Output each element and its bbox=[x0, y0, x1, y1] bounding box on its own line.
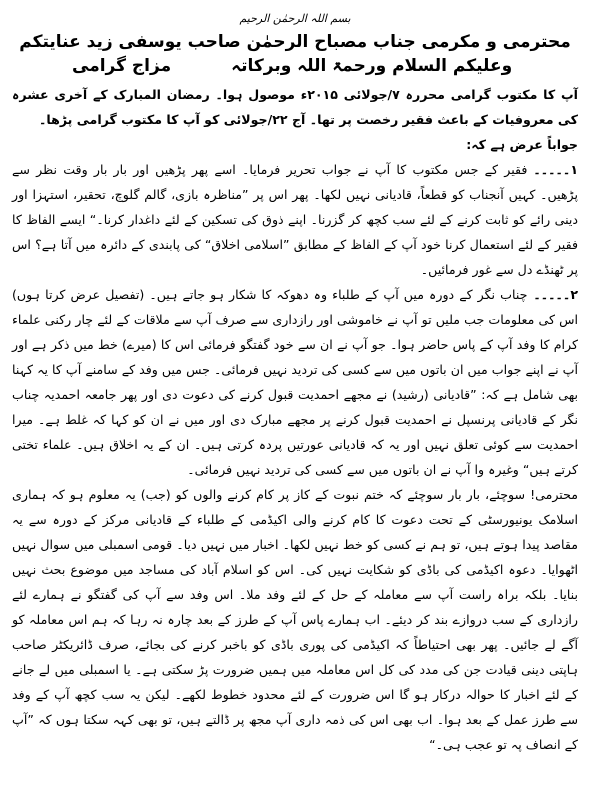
mizaj-text: مزاج گرامی bbox=[72, 56, 172, 76]
salutation-line: محترمی و مکرمی جناب مصباح الرحمٰن صاحب یوسفی زید عنایتکم bbox=[19, 32, 571, 52]
paragraph-2-number: ۲۔۔۔۔۔ bbox=[533, 287, 578, 302]
paragraph-2 bbox=[12, 282, 578, 482]
greeting-text: وعلیکم السلام ورحمۃ اللہ وبرکاتہ bbox=[231, 56, 513, 76]
basmala: بسم اللہ الرحمٰن الرحیم bbox=[239, 12, 351, 25]
paragraph-1-number: ۱۔۔۔۔۔ bbox=[533, 162, 578, 177]
greeting-line bbox=[12, 54, 578, 78]
paragraph-1-text: فقیر کے جس مکتوب کا آپ نے جواب تحریر فرمایا۔ اسے پھر پڑھیں اور بار بار وقت نظر سے پڑھیں۔ کہیں آنجناب کو قطعاً، قادیانی نہیں لکھا۔ پھر اس پر ”مناظرہ بازی، گالم گلوچ، تحقیر، استہزا اور دینی رائے کو ثابت کرنے کے لئے سب کچھ کر گزرنا۔ اپنے ذوق کی تسکین کے لئے داغدار کرنا۔“ ایسے الفاظ کا فقیر کے لئے استعمال کرنا خود آپ کے الفاظ کے مطابق ”اسلامی اخلاق“ کی پابندی کے دائرہ میں آتا ہے؟ اس پر ٹھنڈے دل سے غور فرمائیں۔ bbox=[12, 162, 578, 277]
paragraph-3: محترمی! سوچئے، بار بار سوچئے کہ ختم نبوت کے کاز پر کام کرنے والوں کو (جب) یہ معلوم ہو کہ ہماری اسلامک یونیورسٹی کے تحت دعوت کا کام کرنے والی اکیڈمی کے طلباء کے قادیانی مرکز کے دورہ سے یہ مقاصد پیدا ہوتے ہیں، تو ہم نے کسی کو خط نہیں لکھا۔ اخبار میں نہیں دیا۔ قومی اسمبلی میں سوال نہیں اٹھوایا۔ دعوہ اکیڈمی کی باڈی کو شکایت نہیں کی۔ اس کو اسلام آباد کی مساجد میں موضوع بحث نہیں بنایا۔ بلکہ براہ راست آپ سے معاملہ کے حل کے لئے وفد ملا۔ اس وفد سے آپ کی گفتگو نے ہمارے لئے رازداری کے سب دروازے بند کر دیئے۔ اب ہمارے پاس آپ کے طرز کے بعد چارہ نہ رہا کہ ہم اس معاملہ کو آگے لے جائیں۔ پھر بھی احتیاطاً کہ اکیڈمی کی پوری باڈی کو باخبر کرنے کی بجائے، صرف ڈائریکٹر صاحب ہاپتی دینی قیادت جن کی مدد کی کل اس معاملہ میں ہمیں ضرورت پڑ سکتی ہے۔ یا اسمبلی میں لے جانے کے لئے اخبار کا حوالہ درکار ہو گا اس ضرورت کے لئے محدود خطوط لکھے۔ لیکن یہ سب کچھ آپ کے وفد سے طرز عمل کے بعد ہوا۔ اب بھی اس کی ذمہ داری آپ مجھ پر ڈالتے ہیں، تو بھی کہہ سکتا ہوں کہ ”آپ کے انصاف پہ تو عجب ہی۔“ bbox=[12, 487, 578, 752]
paragraph-1 bbox=[12, 157, 578, 282]
intro-paragraph: آپ کا مکتوب گرامی محررہ ۷/جولائی ۲۰۱۵ء موصول ہوا۔ رمضان المبارک کے آخری عشرہ کی معروفیات کے باعث فقیر رخصت پر تھا۔ آج ۲۲/جولائی کو آپ کا مکتوب گرامی پڑھا۔ bbox=[12, 87, 578, 127]
reply-line: جواباً عرض ہے کہ: bbox=[466, 137, 578, 152]
paragraph-2-text: چناب نگر کے دورہ میں آپ کے طلباء وہ دھوکہ کا شکار ہو جاتے ہیں۔ (تفصیل عرض کرتا ہوں) اس کی معلومات جب ملیں تو آپ نے خاموشی اور رازداری سے صرف آپ سے ملاقات کے لئے چار رکنی علماء کرام کا وفد آپ کے پاس حاضر ہوا۔ جو آپ نے ان سے خود گفتگو فرمائی اس کا (میرے) خط میں ذکر ہے اور آپ نے اپنے جواب میں ان باتوں میں سے کسی کی تردید نہیں فرمائی۔ جس میں وفد کے سامنے آپ کا یہ کہنا بھی شامل ہے کہ: ”قادیانی (رشید) نے مجھے احمدیت قبول کرنے کی دعوت دی اور پھر جامعہ احمدیہ چناب نگر کے قادیانی پرنسپل نے احمدیت قبول کرنے پر مجھے مبارک دی اور میں نے ان کو کہا کہ غلط ہے۔ میرا احمدیت سے کوئی تعلق نہیں اور یہ کہ قادیانی عورتیں پردہ کرتی ہیں۔ ان کے یہ اخلاق ہیں۔ علماء تختی کرتے ہیں“ وغیرہ وا آپ نے ان باتوں میں سے کسی کی تردید نہیں فرمائی۔ bbox=[12, 287, 578, 477]
